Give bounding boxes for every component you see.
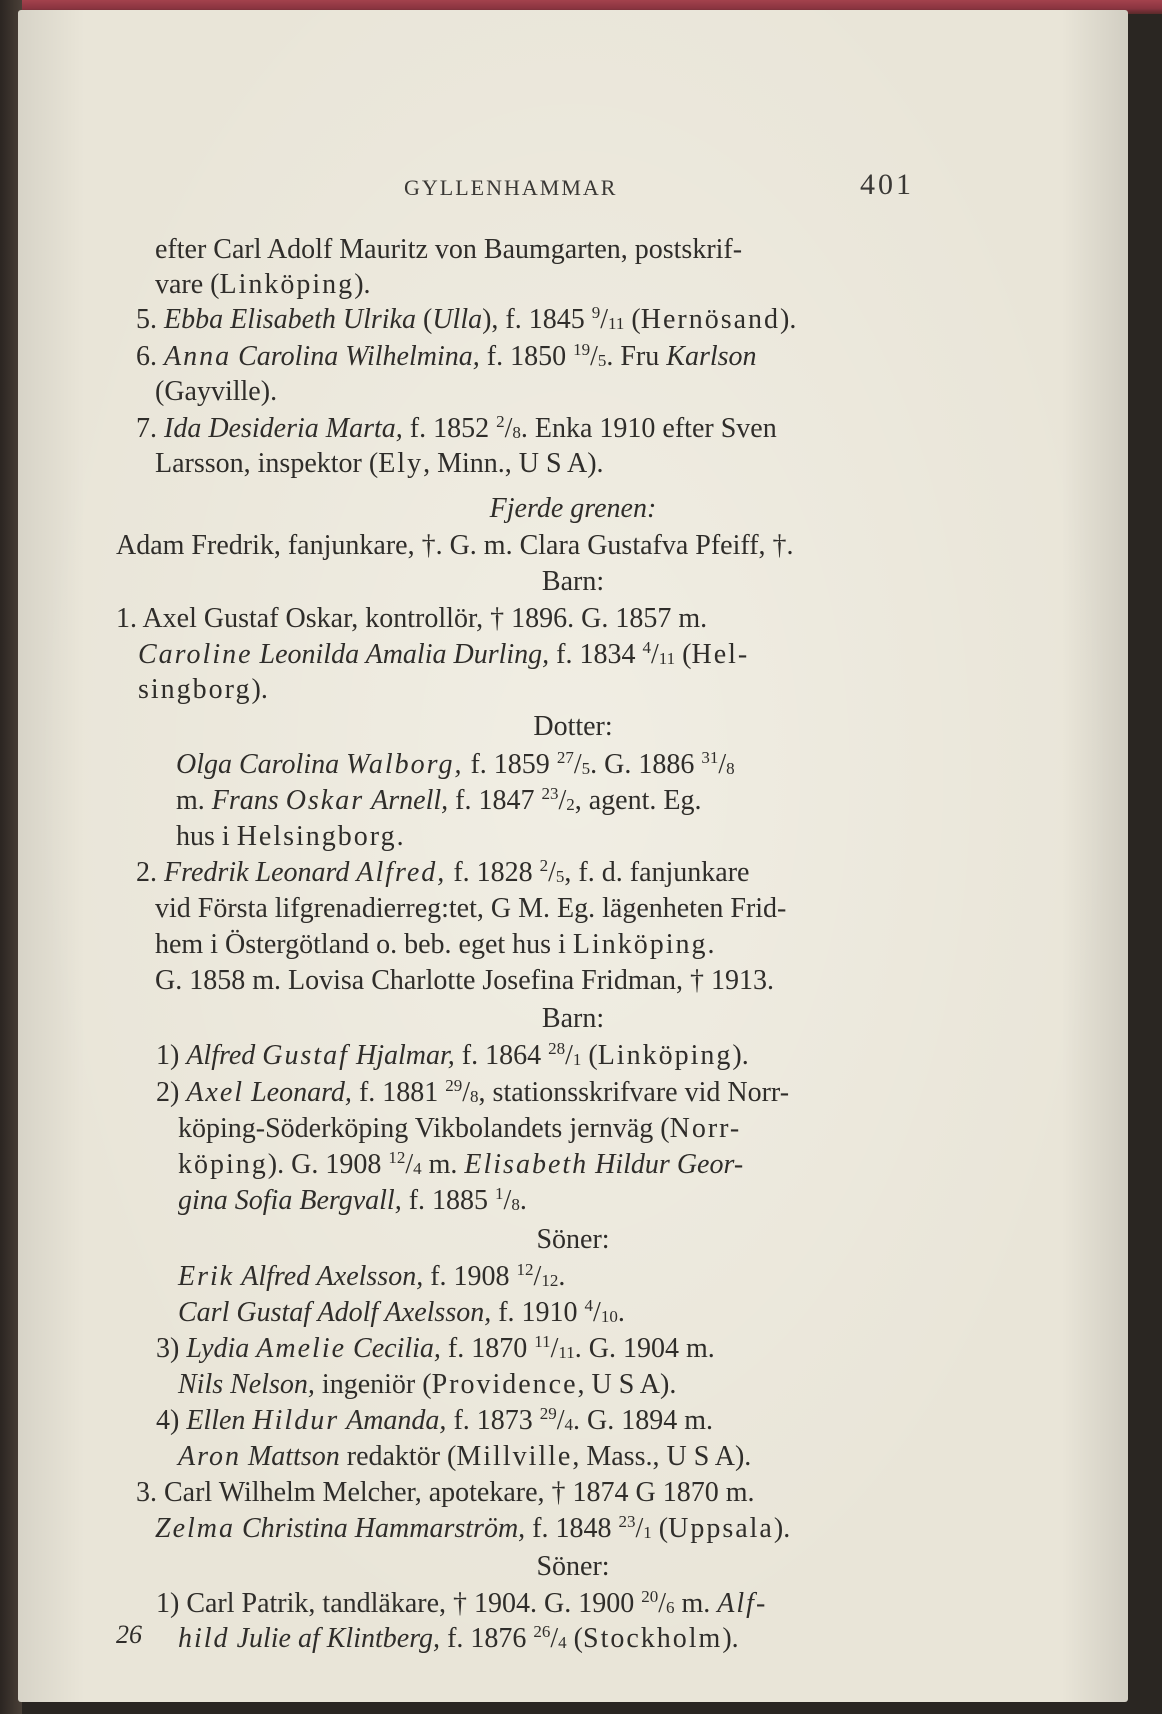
- text-run: 6.: [136, 341, 164, 372]
- text-run: /: [462, 1077, 471, 1108]
- text-run: 12: [388, 1148, 406, 1167]
- text-run: 7.: [136, 413, 164, 444]
- text-run: [235, 1513, 242, 1544]
- text-run: [230, 1623, 237, 1654]
- subheading: [18, 1002, 1128, 1036]
- text-run: 23: [618, 1512, 636, 1531]
- text-run: redaktör (: [339, 1441, 457, 1472]
- text-line: [156, 1332, 715, 1366]
- text-run: .: [707, 929, 715, 960]
- text-run: hem i Östergötland o. beb. eget hus i: [155, 929, 573, 960]
- text-run: /: [558, 785, 567, 816]
- text-run: 4: [413, 1159, 422, 1178]
- text-run: /: [593, 1297, 601, 1328]
- text-run: /: [548, 857, 556, 888]
- text-run: 19: [573, 340, 591, 359]
- text-run: G. 1858 m. Lovisa Charlotte Josefina Fridman, † 1913.: [155, 965, 775, 996]
- text-run: ingeniör (: [314, 1369, 432, 1400]
- text-run: Alfred: [186, 1040, 256, 1071]
- text-run: Frans: [211, 785, 279, 816]
- text-run: Zelma: [155, 1513, 235, 1544]
- text-run: , Mass., U S A).: [572, 1441, 752, 1472]
- text-line: [178, 1368, 676, 1402]
- subheading: [18, 1550, 1128, 1584]
- text-run: Gustaf: [262, 1040, 349, 1071]
- text-run: Lydia: [186, 1333, 250, 1364]
- text-run: 1. Axel Gustaf Oskar, kontrollör, † 1896. G. 1857 m.: [116, 603, 708, 634]
- text-run: Stockholm: [583, 1623, 723, 1654]
- text-run: /: [550, 1623, 559, 1654]
- text-run: /: [504, 413, 513, 444]
- text-run: 5: [581, 759, 591, 778]
- text-run: Ida Desideria Marta,: [164, 413, 403, 444]
- text-run: Walborg,: [346, 749, 464, 780]
- text-run: Hildur Geor-: [595, 1149, 744, 1180]
- text-line: [156, 1039, 749, 1073]
- text-run: ).: [251, 674, 268, 705]
- text-run: hild: [178, 1623, 230, 1654]
- text-line: [136, 856, 749, 890]
- text-run: ).: [722, 1623, 739, 1654]
- text-run: , U S A).: [577, 1369, 677, 1400]
- text-run: f. 1885: [401, 1185, 496, 1216]
- text-line: [136, 340, 757, 374]
- text-line: [155, 268, 371, 302]
- text-run: f. 1852: [402, 413, 497, 444]
- text-run: Leonard,: [251, 1077, 352, 1108]
- text-run: 3. Carl Wilhelm Melcher, apotekare, † 1874 G 1870 m.: [136, 1477, 755, 1508]
- text-run: ).: [780, 304, 797, 335]
- text-run: ).: [732, 1040, 749, 1071]
- text-run: f. 1864: [454, 1040, 549, 1071]
- text-line: [176, 820, 404, 854]
- text-run: /: [573, 749, 582, 780]
- text-line: [155, 928, 715, 962]
- text-run: Caroline: [138, 639, 253, 670]
- subheading: [18, 710, 1128, 744]
- text-run: Aron: [178, 1441, 241, 1472]
- text-run: Axel: [186, 1077, 245, 1108]
- text-line: [178, 1622, 739, 1656]
- text-run: f. 1848: [525, 1513, 619, 1544]
- text-line: [178, 1184, 527, 1218]
- text-run: Providence: [431, 1369, 578, 1400]
- text-run: 11: [658, 649, 676, 668]
- text-run: 4: [642, 638, 651, 657]
- text-run: Carl Gustaf Adolf Axelsson,: [178, 1297, 492, 1328]
- text-run: 1: [572, 1050, 582, 1069]
- text-run: Linköping: [597, 1040, 733, 1071]
- text-line: [116, 529, 794, 563]
- text-run: /: [600, 304, 609, 335]
- text-run: Larsson, inspektor (: [155, 448, 379, 479]
- text-run: Amelie: [256, 1333, 347, 1364]
- text-run: Christina Hammarström,: [242, 1513, 526, 1544]
- text-run: 2: [566, 795, 575, 814]
- text-run: . Enka 1910 efter Sven: [520, 413, 777, 444]
- text-run: (: [651, 1513, 669, 1544]
- text-run: 31: [701, 748, 719, 767]
- text-run: Hel-: [691, 639, 750, 670]
- text-run: Barn:: [541, 566, 605, 597]
- text-line: [155, 375, 277, 409]
- page-number: 401: [860, 168, 914, 201]
- text-run: Uppsala: [668, 1513, 774, 1544]
- text-run: Hernösand: [640, 304, 781, 335]
- text-run: f. 1859: [463, 749, 557, 780]
- text-run: .: [617, 1297, 625, 1328]
- text-run: Ellen: [186, 1405, 246, 1436]
- text-run: , Minn., U S A).: [423, 448, 604, 479]
- text-run: . G. 1886: [590, 749, 702, 780]
- text-run: Erik: [178, 1261, 235, 1292]
- text-run: Söner:: [536, 1224, 610, 1255]
- text-run: f. 1876: [440, 1623, 534, 1654]
- text-run: 11: [534, 1332, 551, 1351]
- text-run: Ulla: [432, 304, 483, 335]
- text-run: . G. 1904 m.: [574, 1333, 715, 1364]
- text-line: [116, 602, 707, 636]
- text-run: (: [624, 304, 641, 335]
- text-run: hus i: [176, 821, 237, 852]
- text-run: /: [590, 341, 598, 372]
- text-run: 6: [666, 1598, 675, 1617]
- text-run: Elisabeth: [464, 1149, 589, 1180]
- text-run: m.: [421, 1149, 465, 1180]
- text-run: 2): [156, 1077, 187, 1108]
- text-run: efter Carl Adolf Mauritz von Baumgarten, postskrif-: [155, 234, 743, 265]
- text-run: 11: [558, 1343, 575, 1362]
- text-run: /: [565, 1040, 573, 1071]
- text-run: f. 1881: [351, 1077, 446, 1108]
- text-run: 8: [511, 1195, 520, 1214]
- text-run: 23: [541, 784, 559, 803]
- text-run: Arnell,: [371, 785, 449, 816]
- text-run: Nils Nelson,: [178, 1369, 315, 1400]
- text-run: /: [405, 1149, 414, 1180]
- text-run: Anna: [164, 341, 232, 372]
- text-run: m.: [674, 1588, 718, 1619]
- text-run: 2.: [136, 857, 164, 888]
- text-run: .: [558, 1261, 566, 1292]
- text-run: 8: [512, 423, 521, 442]
- text-run: 1) Carl Patrik, tandläkare, † 1904. G. 1900: [156, 1588, 642, 1619]
- text-run: f. 1834: [549, 639, 643, 670]
- text-run: Alf-: [717, 1588, 768, 1619]
- text-run: Ebba Elisabeth Ulrika: [164, 304, 416, 335]
- text-run: 4: [558, 1633, 567, 1652]
- text-run: Norr-: [669, 1113, 742, 1144]
- text-run: f. 1910: [491, 1297, 585, 1328]
- text-run: Olga Carolina: [176, 749, 340, 780]
- text-run: Cecilia,: [353, 1333, 441, 1364]
- text-run: /: [635, 1513, 644, 1544]
- text-run: Söner:: [536, 1551, 610, 1582]
- text-run: ). G. 1908: [267, 1149, 389, 1180]
- text-run: . G. 1894 m.: [573, 1405, 714, 1436]
- text-run: 3): [156, 1333, 187, 1364]
- text-line: [136, 303, 796, 337]
- text-run: Linköping: [219, 269, 355, 300]
- text-run: ).: [773, 1513, 791, 1544]
- text-run: Barn:: [541, 1003, 605, 1034]
- text-run: Oskar: [285, 785, 365, 816]
- text-run: /: [533, 1261, 542, 1292]
- text-run: 5: [555, 867, 565, 886]
- text-run: /: [658, 1588, 667, 1619]
- text-line: [178, 1148, 743, 1182]
- text-line: [138, 638, 749, 672]
- text-run: 8: [470, 1087, 479, 1106]
- text-line: [136, 412, 777, 446]
- text-line: [155, 1512, 790, 1546]
- text-run: köping-Söderköping Vikbolandets jernväg (: [178, 1113, 670, 1144]
- text-run: 10: [600, 1307, 618, 1326]
- text-run: f. 1828: [446, 857, 540, 888]
- text-run: [241, 1441, 248, 1472]
- text-run: Adam Fredrik, fanjunkare, †. G. m. Clara Gustafva Pfeiff, †.: [116, 530, 794, 561]
- text-run: 4: [584, 1296, 594, 1315]
- text-line: [156, 1404, 713, 1438]
- text-run: 12: [541, 1271, 559, 1290]
- text-run: vid Första lifgrenadierreg:tet, G M. Eg. lägenheten Frid-: [155, 893, 787, 924]
- text-run: 29: [539, 1404, 557, 1423]
- text-run: Mattson: [247, 1441, 340, 1472]
- text-line: [138, 673, 268, 707]
- text-run: Carolina Wilhelmina,: [238, 341, 480, 372]
- text-run: (Gayville).: [155, 376, 278, 407]
- text-run: ), f. 1845: [482, 304, 592, 335]
- running-head: GYLLENHAMMAR: [404, 175, 618, 200]
- text-line: [155, 892, 786, 926]
- text-run: Leonilda Amalia Durling,: [259, 639, 550, 670]
- text-run: /: [503, 1185, 512, 1216]
- text-run: .: [396, 821, 404, 852]
- text-run: 1: [643, 1523, 652, 1542]
- text-run: 5.: [136, 304, 164, 335]
- text-run: Millville: [456, 1441, 573, 1472]
- text-run: ).: [354, 269, 371, 300]
- text-run: [346, 1333, 353, 1364]
- text-line: [156, 1076, 789, 1110]
- text-run: Fredrik Leonard: [164, 857, 350, 888]
- book-page: [18, 10, 1128, 1702]
- text-line: [155, 447, 604, 481]
- text-run: /: [718, 749, 727, 780]
- text-run: /: [550, 1333, 559, 1364]
- text-run: gina Sofia Bergvall,: [178, 1185, 402, 1216]
- section-heading: [18, 492, 1128, 526]
- text-run: 1): [156, 1040, 187, 1071]
- text-run: 4: [564, 1415, 574, 1434]
- text-run: 20: [641, 1587, 659, 1606]
- text-run: Helsingborg: [236, 821, 397, 852]
- text-run: köping: [178, 1149, 268, 1180]
- text-run: 4): [156, 1405, 187, 1436]
- text-run: 11: [608, 314, 625, 333]
- text-run: /: [650, 639, 659, 670]
- text-run: 27: [556, 748, 574, 767]
- text-line: [136, 1476, 755, 1510]
- text-run: (: [675, 639, 692, 670]
- text-run: vare (: [155, 269, 220, 300]
- text-run: f. 1908: [423, 1261, 517, 1292]
- text-run: Hjalmar,: [355, 1040, 455, 1071]
- text-run: Alfred,: [356, 857, 447, 888]
- text-run: /: [556, 1405, 565, 1436]
- text-run: m.: [176, 785, 212, 816]
- text-run: f. 1873: [446, 1405, 540, 1436]
- text-line: [178, 1112, 741, 1146]
- text-run: [253, 639, 260, 670]
- text-run: 2: [539, 856, 549, 875]
- text-run: Julie af Klintberg,: [236, 1623, 441, 1654]
- text-run: 8: [726, 759, 735, 778]
- signature-mark: 26: [116, 1620, 142, 1649]
- text-line: [176, 784, 702, 818]
- text-run: f. 1850: [479, 341, 574, 372]
- text-run: 9: [591, 303, 601, 322]
- text-run: , f. d. fanjunkare: [564, 857, 750, 888]
- text-run: , agent. Eg.: [574, 785, 702, 816]
- text-run: 29: [445, 1076, 463, 1095]
- text-run: 28: [548, 1039, 566, 1058]
- text-run: singborg: [138, 674, 252, 705]
- text-line: [156, 1587, 767, 1621]
- text-run: 26: [533, 1622, 551, 1641]
- text-run: f. 1847: [448, 785, 542, 816]
- text-run: Fjerde grenen:: [489, 493, 657, 524]
- text-run: (: [415, 304, 433, 335]
- subheading: [18, 1223, 1128, 1257]
- text-run: , stationsskrifvare vid Norr-: [478, 1077, 790, 1108]
- text-run: [279, 785, 286, 816]
- text-run: Hildur: [252, 1405, 340, 1436]
- text-run: Dotter:: [533, 711, 613, 742]
- text-run: (: [566, 1623, 583, 1654]
- subheading: [18, 565, 1128, 599]
- text-run: [349, 1040, 356, 1071]
- text-line: [155, 233, 742, 267]
- text-run: 1: [495, 1184, 504, 1203]
- text-line: [178, 1440, 751, 1474]
- text-line: [178, 1260, 565, 1294]
- text-run: f. 1870: [440, 1333, 535, 1364]
- text-run: 2: [496, 412, 505, 431]
- text-run: 5: [597, 351, 607, 370]
- text-run: Ely: [378, 448, 424, 479]
- text-run: Karlson: [666, 341, 757, 372]
- text-run: (: [581, 1040, 598, 1071]
- text-run: Amanda,: [346, 1405, 447, 1436]
- text-line: [178, 1296, 625, 1330]
- text-run: 12: [516, 1260, 534, 1279]
- text-run: . Fru: [606, 341, 667, 372]
- text-run: Alfred Axelsson,: [241, 1261, 424, 1292]
- text-line: [155, 964, 774, 998]
- text-run: Linköping: [572, 929, 708, 960]
- text-line: [176, 748, 735, 782]
- text-run: .: [519, 1185, 527, 1216]
